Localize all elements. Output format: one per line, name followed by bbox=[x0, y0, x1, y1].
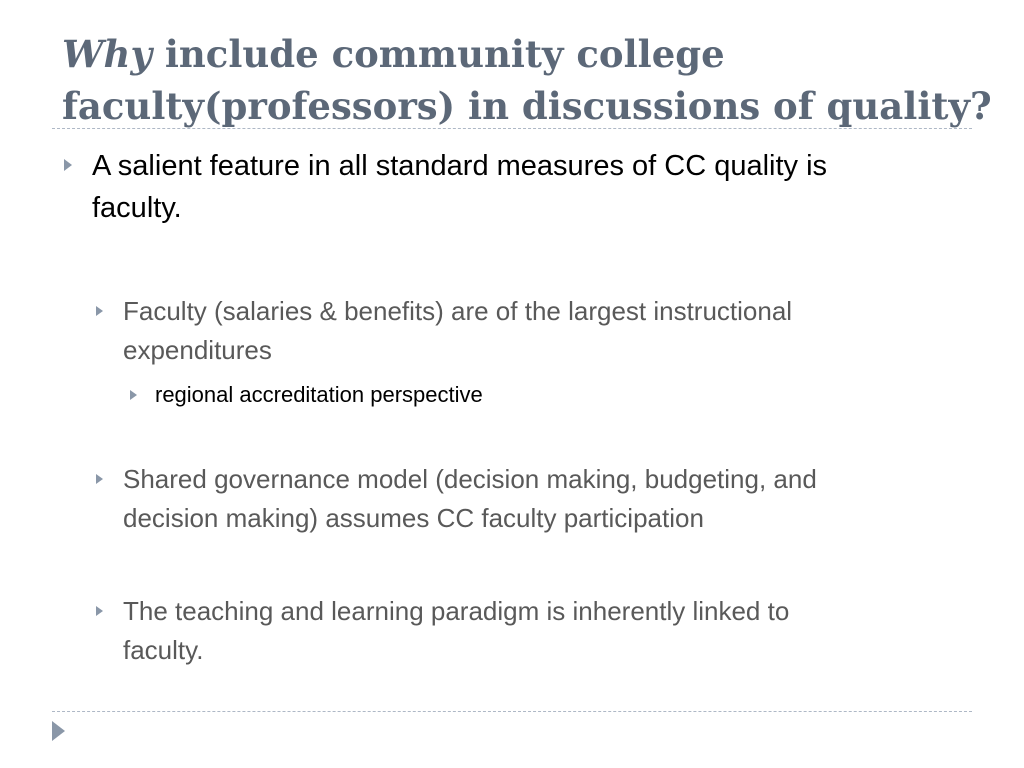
title-line2: faculty(professors) in discussions of quality? bbox=[62, 84, 992, 128]
triangle-right-icon bbox=[130, 390, 137, 400]
bullet-text: A salient feature in all standard measures of CC quality is faculty. bbox=[92, 150, 828, 224]
triangle-right-icon bbox=[96, 306, 103, 316]
bullet-text: regional accreditation perspective bbox=[155, 382, 483, 407]
bullet-text: The teaching and learning paradigm is inherently linked to faculty. bbox=[123, 596, 790, 665]
bullet-text: Faculty (salaries & benefits) are of the largest instructional expenditures bbox=[123, 296, 793, 365]
triangle-right-icon bbox=[96, 606, 103, 616]
triangle-right-icon bbox=[96, 474, 103, 484]
title-emphasis: Why bbox=[62, 32, 152, 76]
title-rest-line1: include community college bbox=[151, 32, 725, 76]
next-slide-icon[interactable] bbox=[52, 721, 65, 741]
bullet-text: Shared governance model (decision making, budgeting, and decision making) assumes CC faculty participation bbox=[123, 464, 817, 533]
footer-divider bbox=[52, 711, 972, 712]
triangle-right-icon bbox=[64, 159, 72, 171]
